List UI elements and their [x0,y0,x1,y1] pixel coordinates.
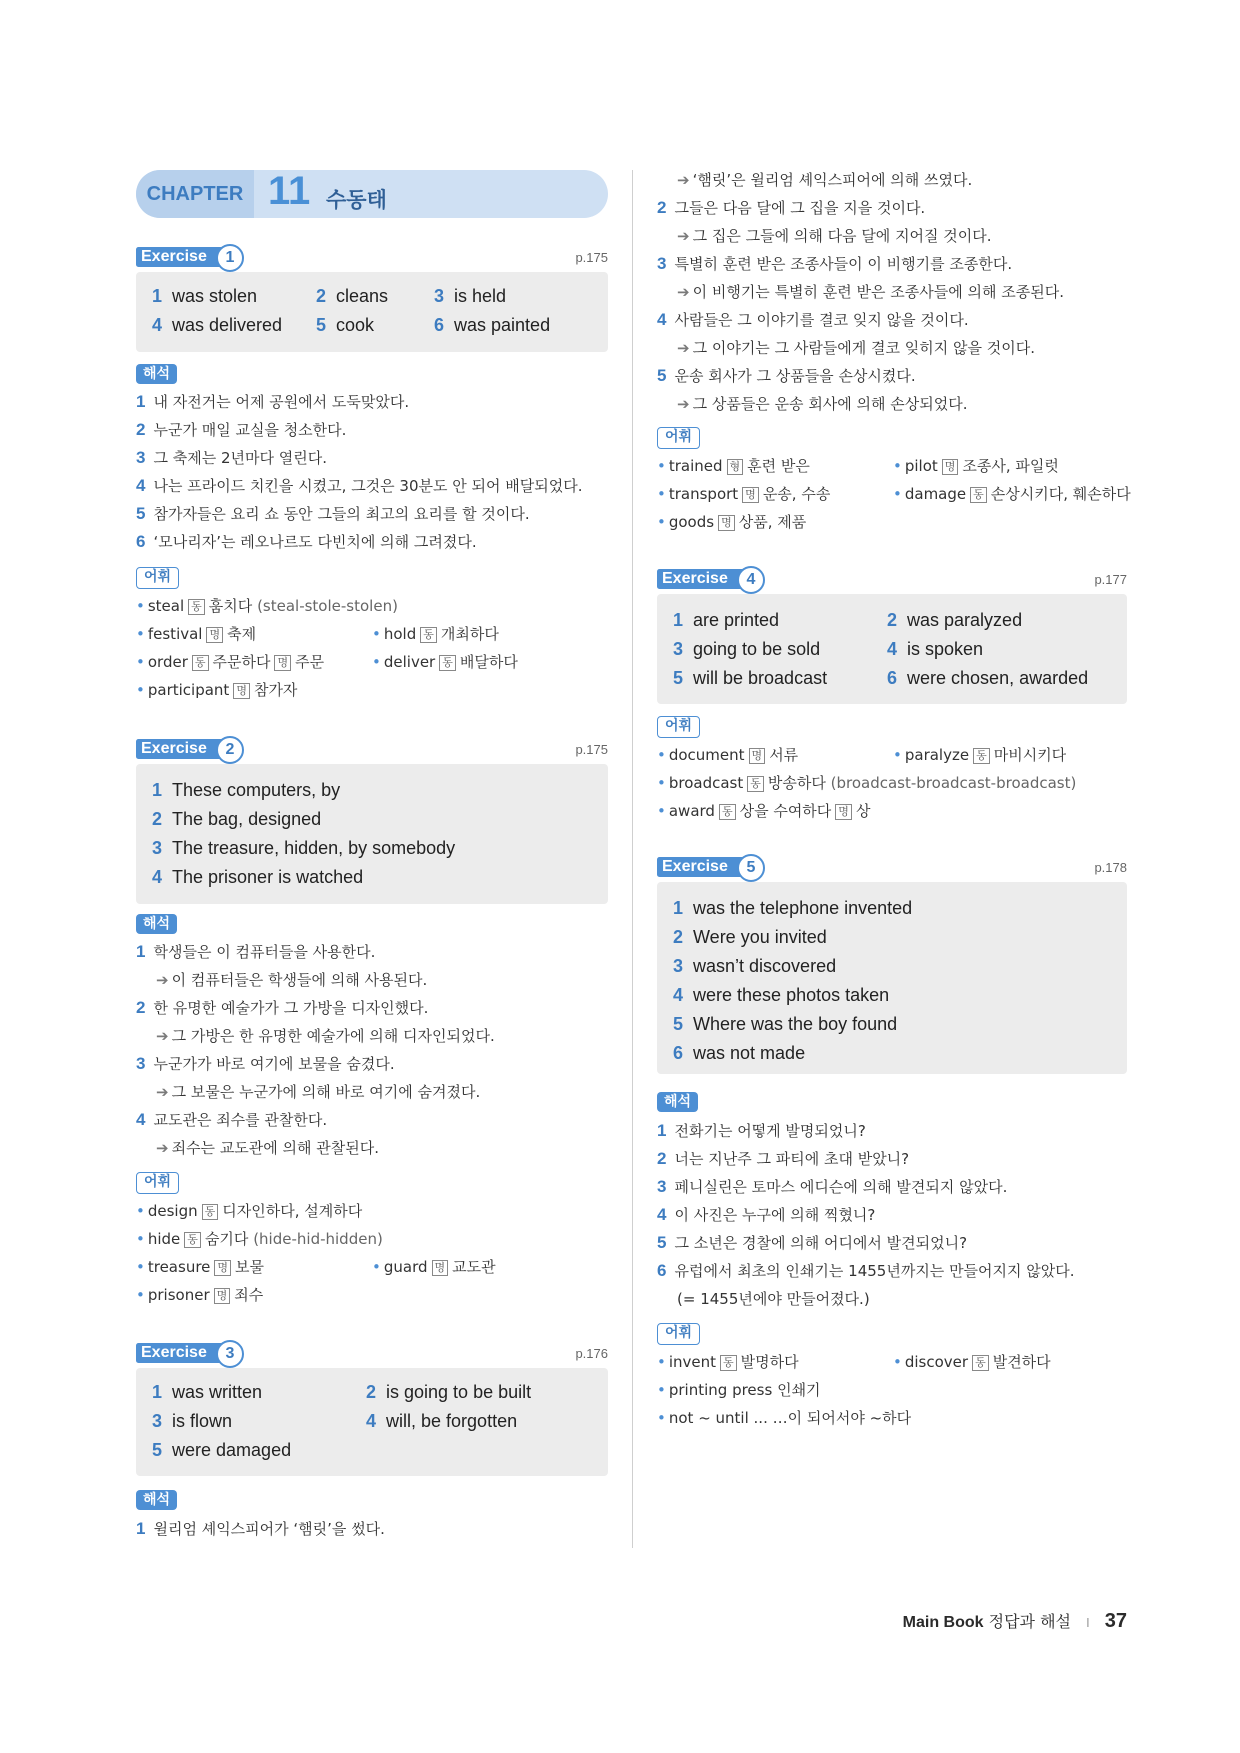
vocab-item: • treasure 명 보물 [136,1258,265,1276]
translation-line: 3 특별히 훈련 받은 조종사들이 이 비행기를 조종한다. [657,254,1013,273]
answer-item: 4 is spoken [887,639,984,659]
vocab-heading: 어휘 [657,716,700,738]
translation-line: 3 그 축제는 2년마다 열린다. [136,448,327,467]
translation-passive-line: ➔ ‘햄릿’은 윌리엄 셰익스피어에 의해 쓰였다. [677,171,973,189]
exercise-label: Exercise [136,739,235,759]
exercise-number: 5 [737,854,765,882]
vocab-item: • guard 명 교도관 [372,1258,496,1276]
vocab-item: • not ~ until ... …이 되어서야 ~하다 [657,1409,912,1427]
exercise-1-header [136,244,608,270]
exercise-5-answers [657,882,1127,1074]
vocab-item: • transport 명 운송, 수송 [657,485,831,503]
translation-line: 6 ‘모나리자’는 레오나르도 다빈치에 의해 그려졌다. [136,532,477,551]
vocab-heading: 어휘 [136,1172,179,1194]
answer-item: 3 wasn’t discovered [673,956,837,976]
vocab-item: • paralyze 동 마비시키다 [893,746,1067,764]
book-section: 정답과 해설 [988,1612,1072,1631]
vocab-item: • document 명 서류 [657,746,799,764]
page-reference: p.177 [1094,572,1127,587]
page-footer [903,1609,1127,1633]
answer-item: 6 was not made [673,1043,806,1063]
translation-passive-line: ➔ 이 컴퓨터들은 학생들에 의해 사용된다. [156,971,428,989]
vocab-heading: 어휘 [136,567,179,589]
vocab-item: • order 동 주문하다 명 주문 [136,653,325,671]
answer-item: 5 cook [316,315,375,335]
answer-item: 4 will, be forgotten [366,1411,518,1431]
answer-item: 3 is held [434,286,507,306]
translation-line: 5 운송 회사가 그 상품들을 손상시켰다. [657,366,916,385]
translation-heading: 해석 [136,364,177,384]
answer-item: 2 The bag, designed [152,809,322,829]
answer-item: 4 were these photos taken [673,985,890,1005]
page-reference: p.178 [1094,860,1127,875]
vocab-item: • participant 명 참가자 [136,681,298,699]
translation-line: 3 페니실린은 토마스 에디슨에 의해 발견되지 않았다. [657,1177,1008,1196]
translation-passive-line: ➔ 그 가방은 한 유명한 예술가에 의해 디자인되었다. [156,1027,495,1045]
vocab-item: • hold 동 개최하다 [372,625,499,643]
answer-item: 2 is going to be built [366,1382,532,1402]
vocab-item: • invent 동 발명하다 [657,1353,799,1371]
translation-passive-line: ➔ 그 보물은 누군가에 의해 바로 여기에 숨겨졌다. [156,1083,481,1101]
answer-item: 1 are printed [673,610,780,630]
translation-note: (= 1455년에야 만들어졌다.) [677,1290,870,1308]
vocab-item: • discover 동 발견하다 [893,1353,1051,1371]
translation-passive-line: ➔ 그 집은 그들에 의해 다음 달에 지어질 것이다. [677,227,992,245]
translation-heading: 해석 [657,1092,698,1112]
translation-passive-line: ➔ 그 상품들은 운송 회사에 의해 손상되었다. [677,395,968,413]
answer-item: 3 going to be sold [673,639,821,659]
answer-item: 2 cleans [316,286,389,306]
answer-item: 5 were damaged [152,1440,292,1460]
vocab-item: • steal 동 훔치다 (steal-stole-stolen) [136,597,398,615]
chapter-number: 11 [268,169,311,213]
exercise-2-answers [136,764,608,904]
translation-line: 1 전화기는 어떻게 발명되었니? [657,1121,866,1140]
answer-item: 2 Were you invited [673,927,827,947]
exercise-3-header [136,1340,608,1366]
answer-item: 1 was stolen [152,286,258,306]
translation-line: 2 그들은 다음 달에 그 집을 지을 것이다. [657,198,926,217]
answer-item: 5 Where was the boy found [673,1014,898,1034]
answer-item: 4 was delivered [152,315,283,335]
vocab-item: • printing press 인쇄기 [657,1381,821,1399]
translation-heading: 해석 [136,914,177,934]
translation-line: 3 누군가가 바로 여기에 보물을 숨겼다. [136,1054,395,1073]
exercise-number: 3 [216,1340,244,1368]
translation-passive-line: ➔ 그 이야기는 그 사람들에게 결코 잊히지 않을 것이다. [677,339,1036,357]
vocab-item: • pilot 명 조종사, 파일럿 [893,457,1059,475]
vocab-heading: 어휘 [657,427,700,449]
translation-line: 2 너는 지난주 그 파티에 초대 받았니? [657,1149,910,1168]
answer-item: 6 were chosen, awarded [887,668,1089,688]
answer-item: 4 The prisoner is watched [152,867,364,887]
answer-item: 6 was painted [434,315,551,335]
vocab-item: • goods 명 상품, 제품 [657,513,807,531]
translation-heading: 해석 [136,1490,177,1510]
book-title: Main Book [902,1614,984,1631]
vocab-item: • festival 명 축제 [136,625,257,643]
chapter-label: CHAPTER [136,170,254,218]
exercise-4-answers [657,594,1127,704]
translation-line: 5 그 소년은 경찰에 의해 어디에서 발견되었니? [657,1233,968,1252]
exercise-number: 4 [737,566,765,594]
vocab-heading: 어휘 [657,1323,700,1345]
answer-item: 5 will be broadcast [673,668,828,688]
exercise-3-answers [136,1368,608,1476]
translation-line: 5 참가자들은 요리 쇼 동안 그들의 최고의 요리를 할 것이다. [136,504,530,523]
exercise-number: 1 [216,244,244,272]
exercise-label: Exercise [136,1343,235,1363]
exercise-label: Exercise [136,247,235,267]
vocab-item: • hide 동 숨기다 (hide-hid-hidden) [136,1230,383,1248]
page-reference: p.175 [575,250,608,265]
vocab-item: • trained 형 훈련 받은 [657,457,810,475]
vocab-item: • damage 동 손상시키다, 훼손하다 [893,485,1131,503]
exercise-5-header [657,854,1127,880]
exercise-4-header [657,566,1127,592]
translation-line: 4 사람들은 그 이야기를 결코 잊지 않을 것이다. [657,310,969,329]
exercise-2-header [136,736,608,762]
translation-line: 4 이 사진은 누구에 의해 찍혔니? [657,1205,876,1224]
translation-line: 4 교도관은 죄수를 관찰한다. [136,1110,328,1129]
vocab-item: • broadcast 동 방송하다 (broadcast-broadcast-broadcast) [657,774,1077,792]
page-reference: p.175 [575,742,608,757]
translation-line: 4 나는 프라이드 치킨을 시켰고, 그것은 30분도 안 되어 배달되었다. [136,476,583,495]
translation-line: 1 학생들은 이 컴퓨터들을 사용한다. [136,942,376,961]
vocab-item: • deliver 동 배달하다 [372,653,518,671]
exercise-label: Exercise [657,857,756,877]
page-number: 37 [1104,1610,1127,1632]
chapter-title: 수동태 [326,188,387,212]
vocab-item: • prisoner 명 죄수 [136,1286,264,1304]
translation-line: 1 내 자전거는 어제 공원에서 도둑맞았다. [136,392,410,411]
answer-item: 1 was written [152,1382,263,1402]
footer-separator: I [1086,1616,1090,1630]
translation-line: 2 한 유명한 예술가가 그 가방을 디자인했다. [136,998,429,1017]
exercise-label: Exercise [657,569,756,589]
exercise-1-answers [136,272,608,352]
answer-item: 3 The treasure, hidden, by somebody [152,838,456,858]
vocab-item: • award 동 상을 수여하다 명 상 [657,802,871,820]
answer-item: 1 These computers, by [152,780,341,800]
translation-line: 6 유럽에서 최초의 인쇄기는 1455년까지는 만들어지지 않았다. [657,1261,1075,1280]
translation-line: 2 누군가 매일 교실을 청소한다. [136,420,347,439]
exercise-number: 2 [216,736,244,764]
answer-item: 2 was paralyzed [887,610,1023,630]
vocab-item: • design 동 디자인하다, 설계하다 [136,1202,363,1220]
translation-passive-line: ➔ 이 비행기는 특별히 훈련 받은 조종사들에 의해 조종된다. [677,283,1064,301]
translation-line: 1 윌리엄 셰익스피어가 ‘햄릿’을 썼다. [136,1519,385,1538]
page-reference: p.176 [575,1346,608,1361]
translation-passive-line: ➔ 죄수는 교도관에 의해 관찰된다. [156,1139,380,1157]
column-divider [632,170,633,1548]
answer-item: 1 was the telephone invented [673,898,913,918]
answer-item: 3 is flown [152,1411,233,1431]
chapter-header [136,170,608,218]
